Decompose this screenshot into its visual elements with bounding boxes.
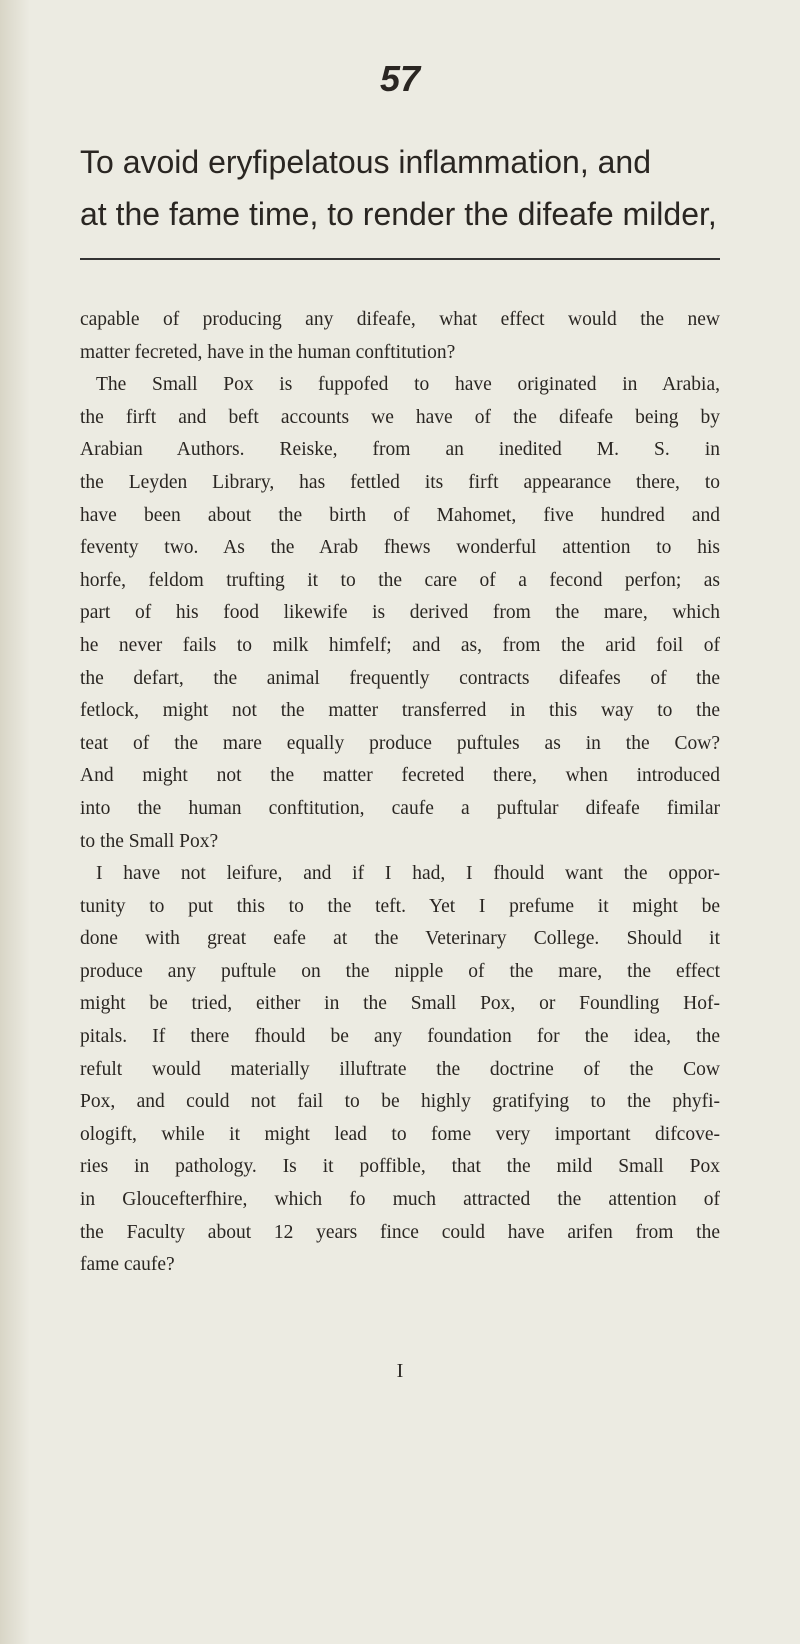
- text-line: pitals. If there fhould be any foundation for the idea, the: [80, 1026, 720, 1048]
- text-line: feventy two. As the Arab fhews wonderful attention to his: [80, 537, 720, 559]
- text-line: he never fails to milk himfelf; and as, from the arid foil of: [80, 634, 720, 656]
- page-binding-edge: [0, 0, 30, 1644]
- text-line: fame caufe?: [80, 1254, 175, 1276]
- text-line: tunity to put this to the teft. Yet I prefume it might be: [80, 895, 720, 917]
- text-line: I have not leifure, and if I had, I fhould want the oppor-: [96, 863, 720, 885]
- text-line: teat of the mare equally produce puftules as in the Cow?: [80, 732, 720, 754]
- text-line: the Leyden Library, has fettled its firft appearance there, to: [80, 471, 720, 493]
- text-line: produce any puftule on the nipple of the mare, the effect: [80, 960, 720, 982]
- text-line: the firft and beft accounts we have of the difeafe being by: [80, 406, 720, 428]
- heading-text: [80, 136, 720, 240]
- text-line: part of his food likewife is derived from the mare, which: [80, 602, 720, 624]
- heading-line: To avoid eryfipelatous inflammation, and: [80, 144, 651, 180]
- section-divider: [80, 258, 720, 260]
- text-line: done with great eafe at the Veterinary College. Should it: [80, 928, 720, 950]
- heading-line: at the fame time, to render the difeafe milder,: [80, 196, 717, 232]
- text-line: ries in pathology. Is it poffible, that the mild Small Pox: [80, 1156, 720, 1178]
- page-number: 57: [379, 58, 421, 99]
- text-line: in Gloucefterfhire, which fo much attracted the attention of: [80, 1189, 720, 1211]
- text-line: might be tried, either in the Small Pox, or Foundling Hof-: [80, 993, 720, 1015]
- text-line: The Small Pox is fuppofed to have originated in Arabia,: [96, 374, 720, 396]
- text-line: Arabian Authors. Reiske, from an inedited M. S. in: [80, 439, 720, 461]
- text-line: into the human conftitution, caufe a puftular difeafe fimilar: [80, 797, 720, 819]
- text-line: fetlock, might not the matter transferred in this way to the: [80, 700, 720, 722]
- text-line: horfe, feldom trufting it to the care of a fecond perfon; as: [80, 569, 720, 591]
- catchword: I: [396, 1360, 404, 1382]
- text-line: refult would materially illuftrate the doctrine of the Cow: [80, 1058, 720, 1080]
- body-text: [80, 304, 720, 1282]
- text-line: the defart, the animal frequently contracts difeafes of the: [80, 667, 720, 689]
- text-line: have been about the birth of Mahomet, five hundred and: [80, 504, 720, 526]
- text-line: And might not the matter fecreted there, when introduced: [80, 765, 720, 787]
- text-line: capable of producing any difeafe, what effect would the new: [80, 309, 720, 330]
- text-line: Pox, and could not fail to be highly gratifying to the phyfi-: [80, 1091, 720, 1113]
- text-line: the Faculty about 12 years fince could have arifen from the: [80, 1221, 720, 1243]
- text-line: ologift, while it might lead to fome very important difcove-: [80, 1123, 720, 1145]
- text-line: to the Small Pox?: [80, 830, 219, 852]
- text-line: matter fecreted, have in the human conftitution?: [80, 341, 456, 363]
